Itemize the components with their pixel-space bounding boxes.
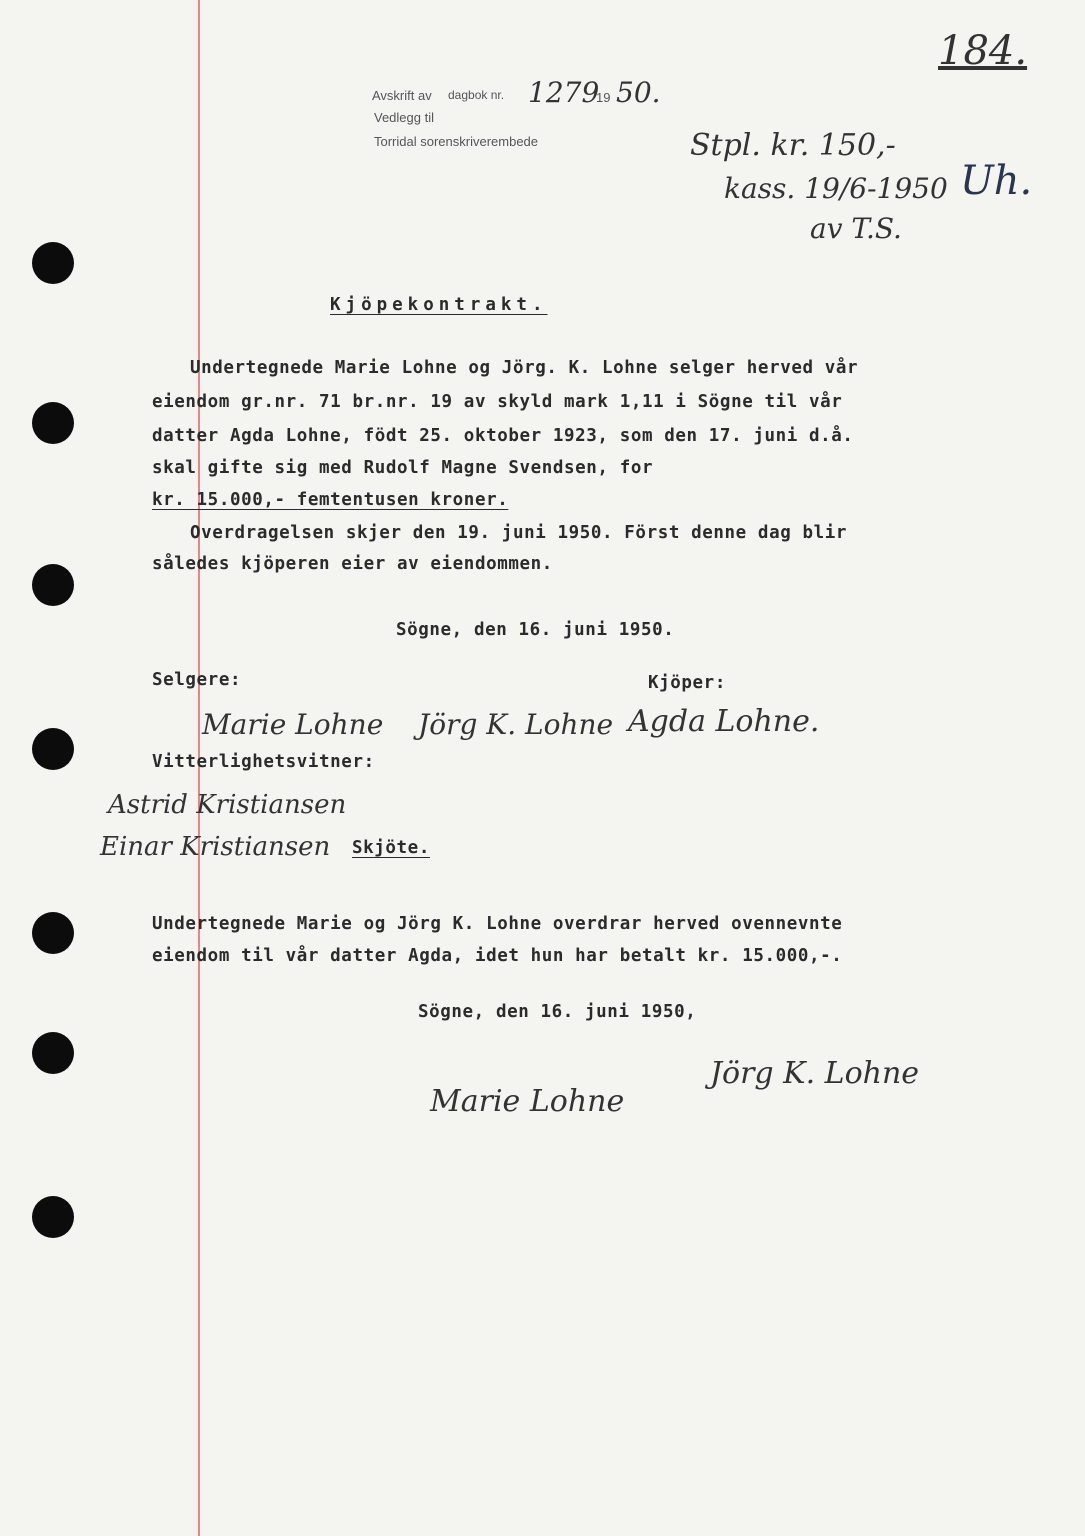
- punch-hole: [32, 564, 74, 606]
- witness-signature-1: Astrid Kristiansen: [108, 790, 347, 820]
- signature-jorg: Jörg K. Lohne: [418, 708, 614, 741]
- punch-hole: [32, 1196, 74, 1238]
- page-number: 184.: [938, 28, 1028, 74]
- contract-title: Kjöpekontrakt.: [330, 295, 548, 315]
- stamp-year-prefix: 19: [596, 90, 611, 105]
- stamp-line3: Torridal sorenskriverembede: [374, 134, 539, 149]
- contract-place-date: Sögne, den 16. juni 1950.: [396, 620, 675, 640]
- contract-price: kr. 15.000,- femtentusen kroner.: [152, 490, 509, 510]
- sellers-label: Selgere:: [152, 670, 242, 690]
- witnesses-label: Vitterlighetsvitner:: [152, 752, 375, 772]
- deed-signature-jorg: Jörg K. Lohne: [710, 1056, 920, 1091]
- punch-hole: [32, 402, 74, 444]
- contract-line: datter Agda Lohne, födt 25. oktober 1923, som den 17. juni d.å.: [152, 426, 854, 446]
- contract-line: Overdragelsen skjer den 19. juni 1950. Först denne dag blir: [190, 523, 848, 543]
- punch-hole: [32, 912, 74, 954]
- stamp-line1: Avskrift av: [372, 88, 432, 103]
- fee-note-line2: kass. 19/6-1950: [724, 172, 948, 205]
- contract-line: skal gifte sig med Rudolf Magne Svendsen, for: [152, 458, 654, 478]
- fee-note-line1: Stpl. kr. 150,-: [690, 128, 896, 163]
- punch-hole: [32, 1032, 74, 1074]
- deed-line: Undertegnede Marie og Jörg K. Lohne overdrar herved ovennevnte: [152, 914, 843, 934]
- stamp-year: 50.: [616, 76, 661, 109]
- contract-line: Undertegnede Marie Lohne og Jörg. K. Lohne selger herved vår: [190, 358, 859, 378]
- deed-line: eiendom til vår datter Agda, idet hun har betalt kr. 15.000,-.: [152, 946, 843, 966]
- deed-signature-marie: Marie Lohne: [430, 1084, 625, 1119]
- stamp-number: 1279: [528, 76, 600, 109]
- punch-hole: [32, 728, 74, 770]
- contract-line: således kjöperen eier av eiendommen.: [152, 554, 553, 574]
- stamp-line1b: dagbok nr.: [448, 88, 505, 102]
- witness-signature-2: Einar Kristiansen: [100, 832, 331, 862]
- punch-hole: [32, 242, 74, 284]
- buyer-label: Kjöper:: [648, 673, 726, 693]
- fee-note-line3: av T.S.: [810, 212, 902, 245]
- initials-mark: Uh.: [960, 158, 1033, 204]
- contract-line: eiendom gr.nr. 71 br.nr. 19 av skyld mark 1,11 i Sögne til vår: [152, 392, 843, 412]
- stamp-line2: Vedlegg til: [374, 110, 434, 125]
- deed-place-date: Sögne, den 16. juni 1950,: [418, 1002, 697, 1022]
- signature-marie: Marie Lohne: [202, 708, 384, 741]
- signature-agda: Agda Lohne.: [628, 704, 820, 739]
- deed-title: Skjöte.: [352, 838, 430, 858]
